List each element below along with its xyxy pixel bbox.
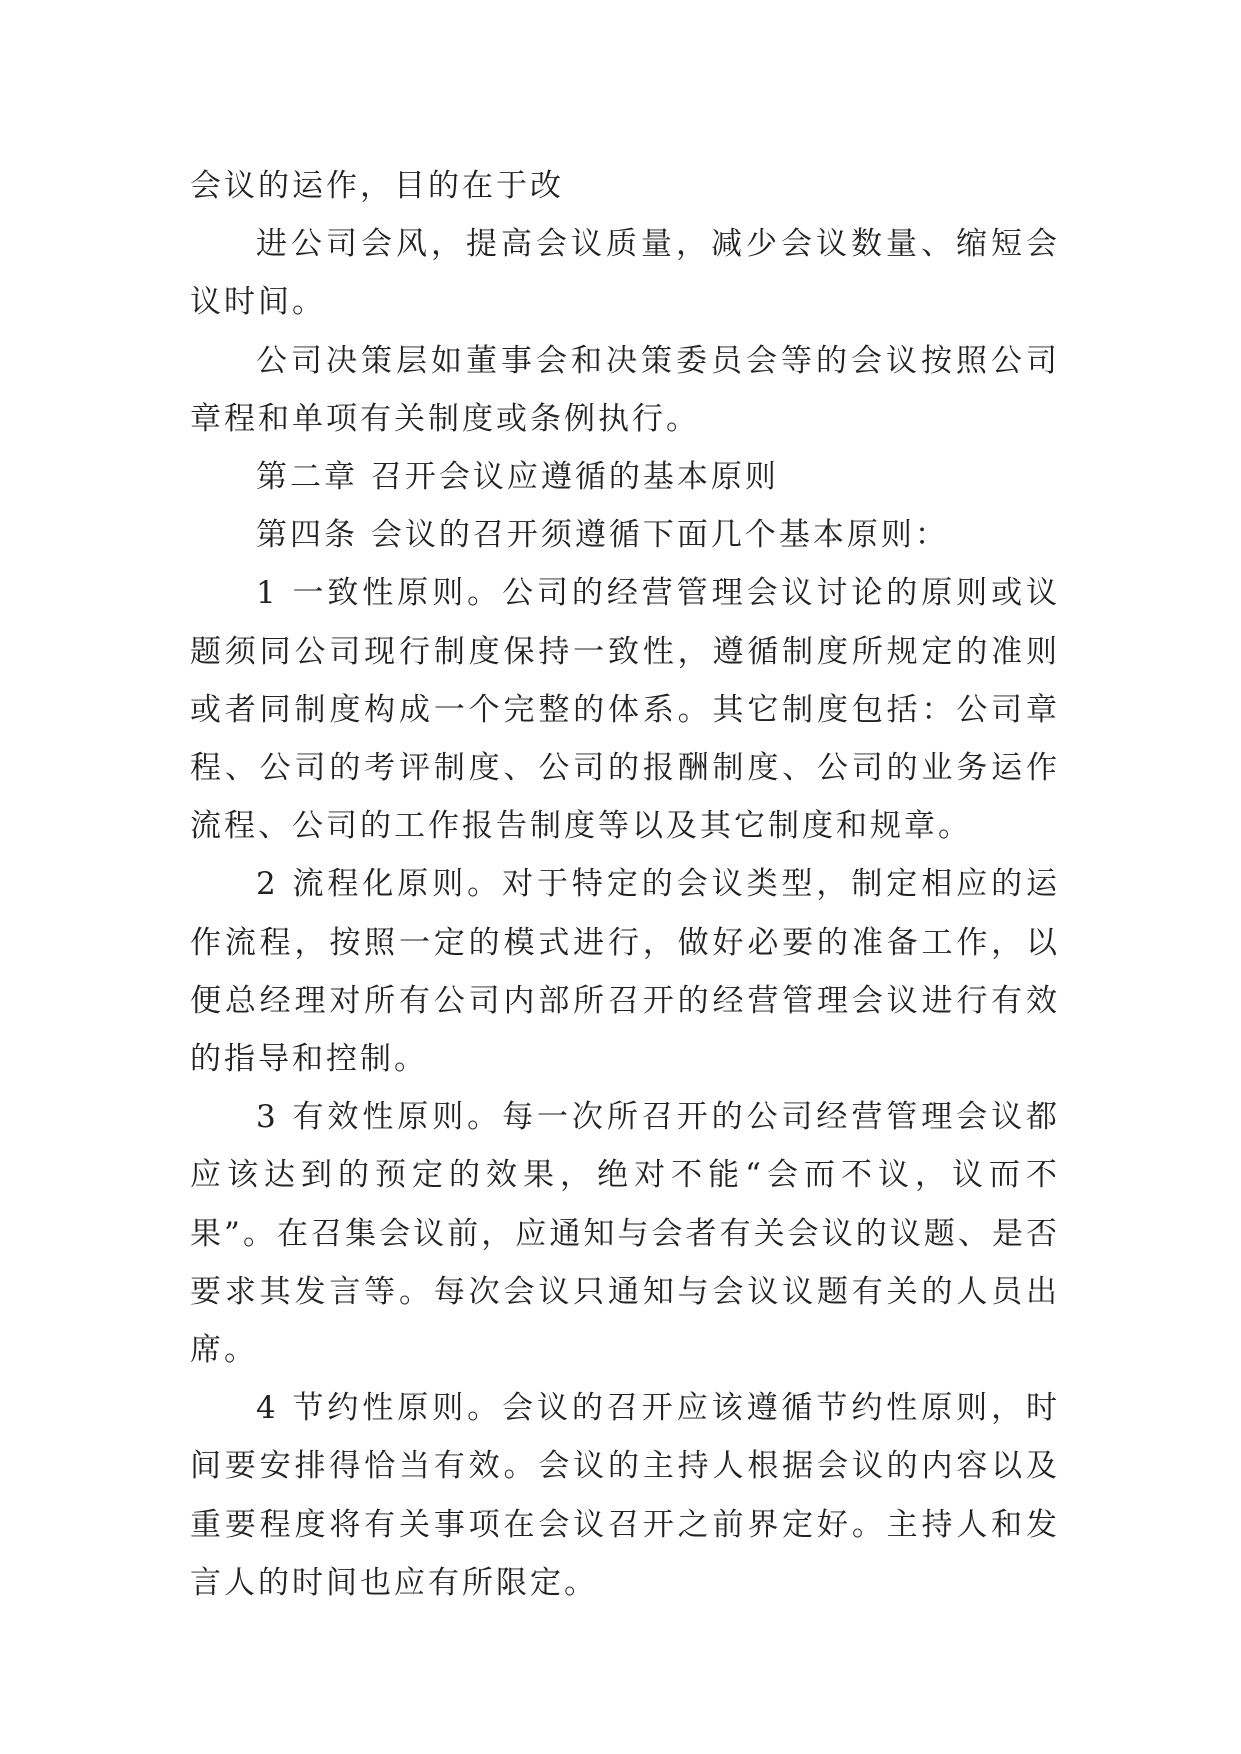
principle-consistency: 1 一致性原则。公司的经营管理会议讨论的原则或议题须同公司现行制度保持一致性，遵循制度所规定的准则或者同制度构成一个完整的体系。其它制度包括：公司章程、公司的考评制度、公司的报酬制度、公司的业务运作流程、公司的工作报告制度等以及其它制度和规章。 [190, 575, 1060, 845]
chapter-heading: 第二章 召开会议应遵循的基本原则 [256, 459, 779, 496]
paragraph-purpose: 进公司会风，提高会议质量，减少会议数量、缩短会议时间。 [190, 226, 1060, 321]
paragraph-continuation: 会议的运作，目的在于改 [190, 168, 564, 204]
article-heading: 第四条 会议的召开须遵循下面几个基本原则： [256, 517, 949, 554]
paragraph-decision-layer: 公司决策层如董事会和决策委员会等的会议按照公司章程和单项有关制度或条例执行。 [190, 342, 1060, 437]
principle-economy: 4 节约性原则。会议的召开应该遵循节约性原则，时间要安排得恰当有效。会议的主持人根据会议的内容以及重要程度将有关事项在会议召开之前界定好。主持人和发言人的时间也应有所限定。 [190, 1390, 1060, 1601]
document-body [190, 157, 1060, 1612]
principle-effectiveness: 3 有效性原则。每一次所召开的公司经营管理会议都应该达到的预定的效果，绝对不能“会而不议，议而不果”。在召集会议前，应通知与会者有关会议的议题、是否要求其发言等。每次会议只通知与会议议题有关的人员出席。 [190, 1099, 1060, 1369]
principle-process: 2 流程化原则。对于特定的会议类型，制定相应的运作流程，按照一定的模式进行，做好必要的准备工作，以便总经理对所有公司内部所召开的经营管理会议进行有效的指导和控制。 [190, 866, 1060, 1078]
